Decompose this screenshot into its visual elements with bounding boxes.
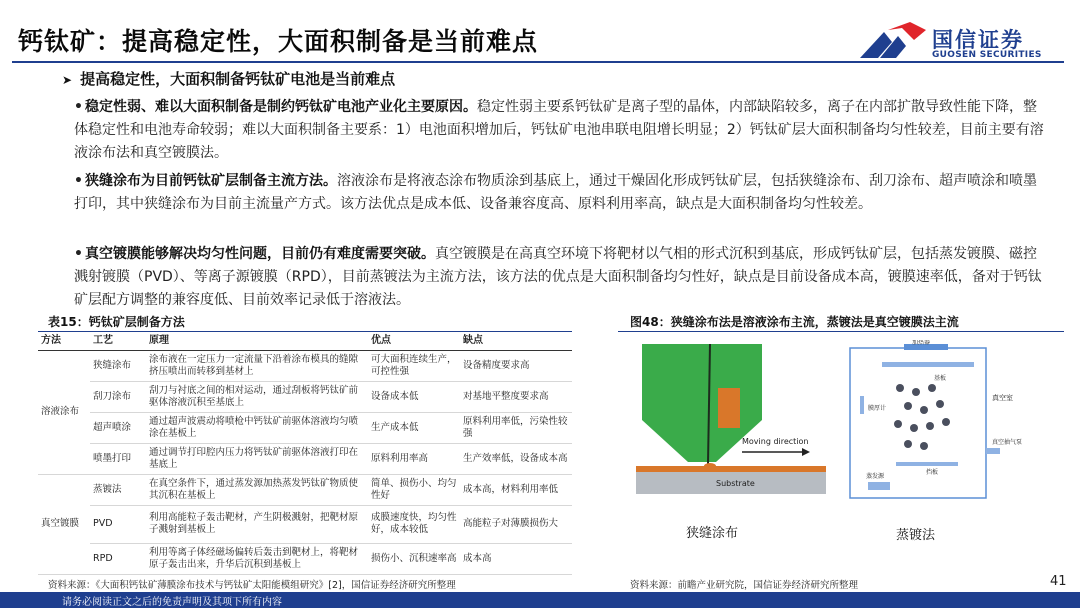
substrate-cn-label: 基板 — [934, 375, 947, 382]
cell-process: 超声喷涂 — [90, 412, 146, 443]
cell-pros: 可大面积连续生产，可控性强 — [368, 350, 460, 381]
cell-pros: 简单、损伤小、均匀性好 — [368, 474, 460, 505]
section-subheading — [62, 68, 395, 89]
substrate-label: Substrate — [716, 479, 755, 488]
vacuum-chamber-label: 真空室 — [992, 394, 1013, 402]
cell-principle: 利用高能粒子轰击靶材，产生阴极溅射，把靶材原子溅射到基板上 — [146, 505, 368, 543]
cell-cons: 设备精度要求高 — [460, 350, 572, 381]
table-row — [38, 381, 572, 412]
header-process: 工艺 — [90, 333, 146, 350]
evaporation-caption: 蒸镀法 — [896, 528, 936, 543]
guosen-logo-icon — [858, 20, 928, 64]
header-principle: 原理 — [146, 333, 368, 350]
table-row — [38, 412, 572, 443]
cell-pros: 设备成本低 — [368, 381, 460, 412]
cell-cons: 高能粒子对薄膜损伤大 — [460, 505, 572, 543]
bullet-lead: 狭缝涂布为目前钙钛矿层制备主流方法。 — [84, 173, 337, 189]
header-cons: 缺点 — [460, 333, 572, 350]
header-method: 方法 — [38, 333, 90, 350]
table-row — [38, 443, 572, 474]
cell-process: 喷墨打印 — [90, 443, 146, 474]
cell-pros: 损伤小、沉积速率高 — [368, 543, 460, 574]
cell-process: 刮刀涂布 — [90, 381, 146, 412]
cell-cons: 原料利用率低，污染性较强 — [460, 412, 572, 443]
thickness-gauge-icon — [860, 396, 864, 414]
arrowhead-icon — [802, 448, 810, 456]
cell-cons: 成本高 — [460, 543, 572, 574]
bullet-text: 稳定性弱主要系钙钛矿是离子型的晶体，内部缺陷较多，离子在内部扩散导致性能下降，整体稳定性和电池寿命较弱；难以大面积制备主要系：1）电池面积增加后，钙钛矿电池串联电阻增长明显；2）钙钛矿层大面积制备均匀性较差，目前主要有溶液涂布法和真空镀膜法。 — [74, 99, 1044, 161]
moving-direction-label: Moving direction — [742, 437, 809, 446]
figure-caption: 图48：狭缝涂布法是溶液涂布主流，蒸镀法是真空镀膜法主流 — [630, 315, 959, 329]
header-pros: 优点 — [368, 333, 460, 350]
disclaimer-text: 请务必阅读正文之后的免责声明及其项下所有内容 — [62, 597, 282, 608]
slot-die-caption: 狭缝涂布 — [686, 526, 739, 541]
table-source-note: 资料来源：《大面积钙钛矿薄膜涂布技术与钙钛矿太阳能模组研究》[2]，国信证券经济研究所整理 — [48, 580, 456, 591]
arrow-bullet-icon: ➤ — [62, 73, 73, 87]
substrate-holder — [882, 362, 974, 367]
footer-bar — [0, 592, 1080, 608]
bullet-lead: 稳定性弱、难以大面积制备是制约钙钛矿电池产业化主要原因。 — [84, 99, 477, 115]
bullet-slot-die — [74, 170, 1046, 216]
heater-label: 加热器 — [912, 340, 931, 346]
cell-principle: 刮刀与衬底之间的相对运动，通过刮板将钙钛矿前驱体溶液沉积至基底上 — [146, 381, 368, 412]
logo-chinese-name: 国信证券 — [932, 28, 1024, 52]
cell-process: RPD — [90, 543, 146, 574]
figure-caption-rule — [618, 331, 1064, 332]
cell-pros: 原料利用率高 — [368, 443, 460, 474]
page-title: 钙钛矿：提高稳定性，大面积制备是当前难点 — [18, 27, 539, 56]
cell-principle: 通过超声波震动将喷枪中钙钛矿前驱体溶液均匀喷涂在基板上 — [146, 412, 368, 443]
bullet-text: 溶液涂布是将液态涂布物质涂到基底上，通过干燥固化形成钙钛矿层，包括狭缝涂布、刮刀涂布、超声喷涂和喷墨打印，其中狭缝涂布为目前主流量产方式。该方法优点是成本低、设备兼容度高、原料利用率高，缺点是大面积制备均匀性较差。 — [74, 173, 1037, 212]
logo-english-name: GUOSEN SECURITIES — [932, 50, 1042, 60]
cell-cons: 生产效率低，设备成本高 — [460, 443, 572, 474]
thickness-gauge-label: 膜厚计 — [868, 405, 887, 412]
vapor-particles — [894, 384, 950, 450]
pump-outlet-label: 真空抽气泵 — [992, 439, 1023, 446]
bullet-text: 真空镀膜是在高真空环境下将靶材以气相的形式沉积到基底，形成钙钛矿层，包括蒸发镀膜、磁控溅射镀膜（PVD）、等离子源镀膜（RPD），目前蒸镀法为主流方法，该方法的优点是大面积制备均匀性好，缺点是目前设备成本高，镀膜速率低，备对于钙钛矿层配方调整的兼容度低、目前效率记录低于溶液法。 — [74, 246, 1042, 308]
cell-pros: 成膜速度快，均匀性好，成本较低 — [368, 505, 460, 543]
table-header-row — [38, 333, 572, 350]
pump-outlet-icon — [986, 448, 1000, 454]
bullet-dot-icon: • — [74, 246, 83, 262]
table-row — [38, 505, 572, 543]
table-caption-rule — [38, 331, 572, 332]
cell-cons: 对基地平整度要求高 — [460, 381, 572, 412]
table-row — [38, 350, 572, 381]
evaporation-source-icon — [868, 482, 890, 490]
wet-film-layer — [636, 466, 826, 472]
cell-pros: 生产成本低 — [368, 412, 460, 443]
cell-process: 蒸镀法 — [90, 474, 146, 505]
figure-source-note: 资料来源：前瞻产业研究院，国信证券经济研究所整理 — [630, 580, 859, 591]
bullet-stability — [74, 96, 1046, 165]
group-vacuum-coating: 真空镀膜 — [38, 474, 90, 574]
cell-process: 狭缝涂布 — [90, 350, 146, 381]
subheading-text: 提高稳定性，大面积制备钙钛矿电池是当前难点 — [80, 70, 396, 88]
bullet-dot-icon: • — [74, 99, 83, 115]
guosen-logo — [858, 20, 1058, 64]
shutter-label: 挡板 — [926, 469, 939, 476]
bullet-vacuum — [74, 243, 1046, 312]
ink-reservoir-icon — [718, 388, 740, 428]
group-solution-coating: 溶液涂布 — [38, 350, 90, 474]
evaporation-source-label: 蒸发源 — [866, 473, 885, 480]
bullet-dot-icon: • — [74, 173, 83, 189]
cell-process: PVD — [90, 505, 146, 543]
cell-principle: 通过调节打印腔内压力将钙钛矿前驱体溶液打印在基底上 — [146, 443, 368, 474]
bullet-lead: 真空镀膜能够解决均匀性问题，目前仍有难度需要突破。 — [84, 246, 435, 262]
page-number: 41 — [1050, 574, 1067, 589]
methods-table — [38, 333, 572, 575]
table-row — [38, 474, 572, 505]
cell-cons: 成本高，材料利用率低 — [460, 474, 572, 505]
evaporation-illustration — [842, 340, 1042, 512]
cell-principle: 涂布液在一定压力一定流量下沿着涂布模具的缝隙挤压喷出而转移到基材上 — [146, 350, 368, 381]
table-row — [38, 543, 572, 574]
slot-die-illustration — [630, 340, 830, 512]
cell-principle: 利用等离子体经磁场偏转后轰击到靶材上，将靶材原子轰击出来，升华后沉积到基板上 — [146, 543, 368, 574]
cell-principle: 在真空条件下，通过蒸发源加热蒸发钙钛矿物质使其沉积在基板上 — [146, 474, 368, 505]
deposition-diagram — [620, 338, 1064, 548]
shutter-bar — [896, 462, 958, 466]
table-caption: 表15：钙钛矿层制备方法 — [48, 315, 185, 329]
